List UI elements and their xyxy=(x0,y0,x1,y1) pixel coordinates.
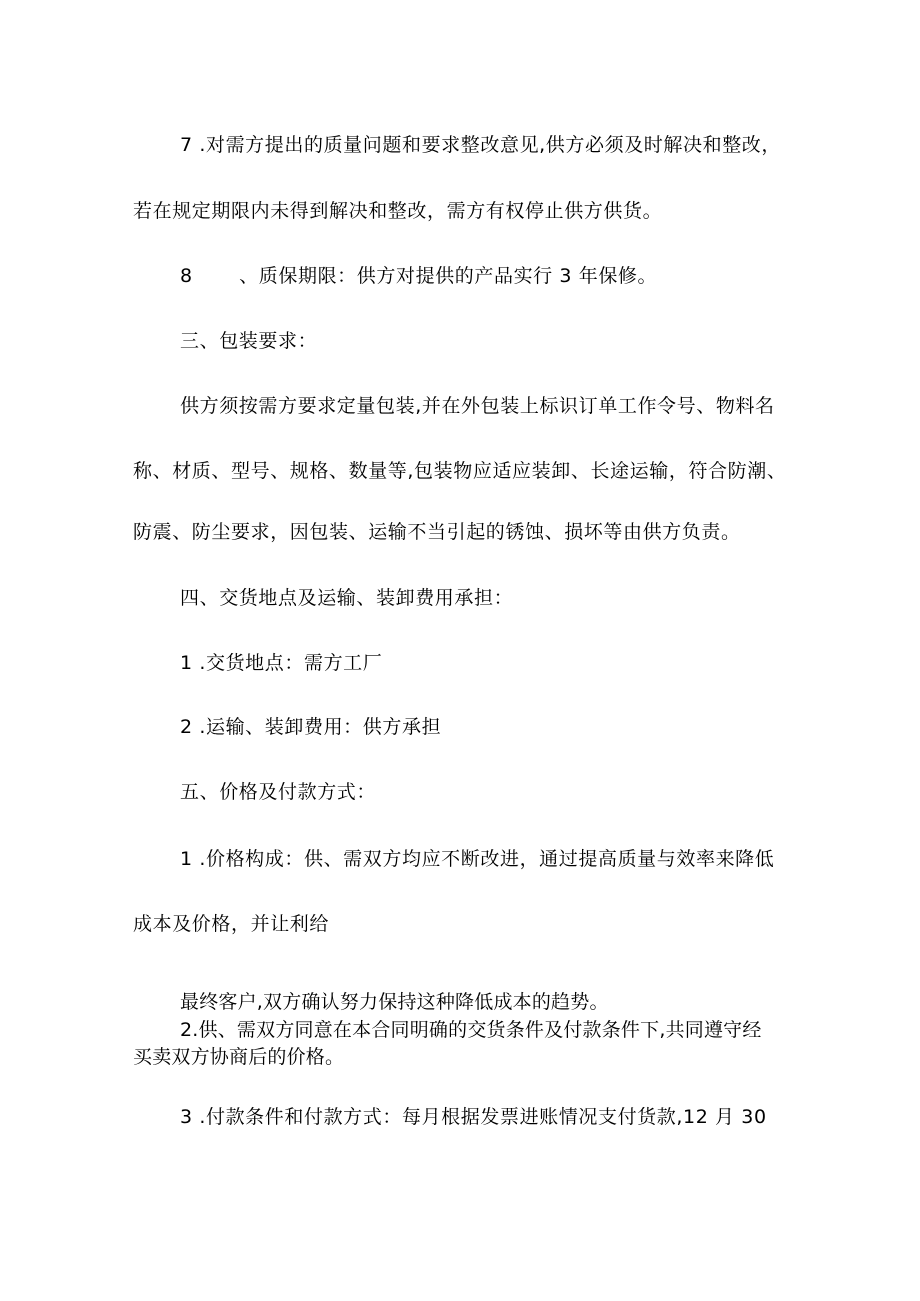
price-composition-line-2: 成本及价格，并让利给 xyxy=(133,913,330,935)
price-composition-line-1: 1 .价格构成：供、需双方均应不断改进，通过提高质量与效率来降低 xyxy=(180,848,775,870)
price-composition-line-3: 最终客户,双方确认努力保持这种降低成本的趋势。 xyxy=(180,991,609,1013)
packaging-line-1: 供方须按需方要求定量包装,并在外包装上标识订单工作令号、物料名 xyxy=(180,395,775,417)
delivery-location: 1 .交货地点：需方工厂 xyxy=(180,652,383,674)
section-5-heading: 五、价格及付款方式： xyxy=(180,781,377,803)
clause-7-line-1: 7 .对需方提出的质量问题和要求整改意见,供方必须及时解决和整改， xyxy=(180,134,782,156)
delivery-costs: 2 .运输、装卸费用：供方承担 xyxy=(180,716,442,738)
clause-7-line-2: 若在规定期限内未得到解决和整改，需方有权停止供方供货。 xyxy=(133,200,663,222)
price-agreement-line-1: 2.供、需双方同意在本合同明确的交货条件及付款条件下,共同遵守经 xyxy=(180,1019,762,1041)
price-agreement-line-2: 买卖双方协商后的价格。 xyxy=(133,1046,345,1068)
clause-8-warranty: 8 、质保期限：供方对提供的产品实行 3 年保修。 xyxy=(180,265,658,287)
packaging-line-3: 防震、防尘要求，因包装、运输不当引起的锈蚀、损坏等由供方负责。 xyxy=(133,521,741,543)
section-4-heading: 四、交货地点及运输、装卸费用承担： xyxy=(180,587,514,609)
section-3-heading: 三、包装要求： xyxy=(180,330,318,352)
payment-terms-line-1: 3 .付款条件和付款方式：每月根据发票进账情况支付货款,12 月 30 xyxy=(180,1106,767,1128)
packaging-line-2: 称、材质、型号、规格、数量等,包装物应适应装卸、长途运输，符合防潮、 xyxy=(133,460,787,482)
